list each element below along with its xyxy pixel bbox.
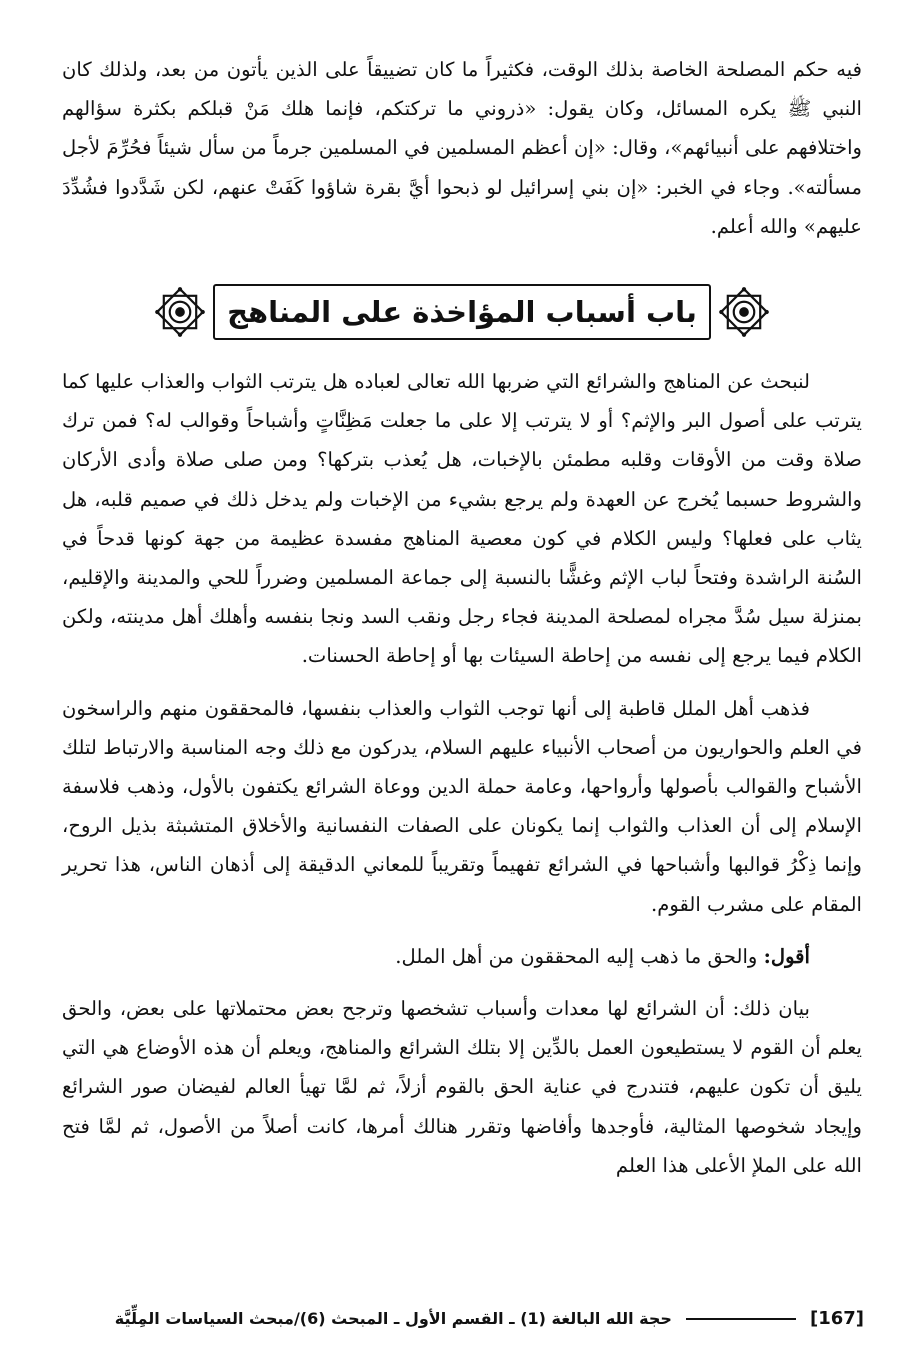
octagram-ornament-icon [717,285,771,339]
aqul-label: أقول: [763,944,810,968]
octagram-ornament-icon [153,285,207,339]
footer-rule [686,1318,796,1320]
aqul-paragraph [62,937,862,976]
page-number: [167] [809,1308,864,1329]
running-title: حجة الله البالغة (1) ـ القسم الأول ـ المبحث (6)/مبحث السياسات المِلِّيَّة [114,1309,672,1328]
page-footer [60,1308,864,1329]
body-text [62,362,862,1185]
body-paragraph: فذهب أهل الملل قاطبة إلى أنها توجب الثواب والعذاب بنفسها، فالمحققون منهم والراسخون في العلم والحواريون من أصحاب الأنبياء عليهم السلام، يدركون مع ذلك وجه المناسبة والارتباط لتلك الأشباح والقوالب بأصولها وأرواحها، وعامة حملة الدين ووعاة الشرائع يكتفون بالأول، وذهب فلاسفة الإسلام إلى أن العذاب والثواب إنما يكونان على الصفات النفسانية والأخلاق المتشبثة بذيل الروح، وإنما ذِكْرُ قوالبها وأشباحها في الشرائع تفهيماً وتقريباً للمعاني الدقيقة إلى أذهان الناس، هذا تحرير المقام على مشرب القوم. [62,696,862,916]
chapter-title: باب أسباب المؤاخذة على المناهج [213,284,711,340]
intro-paragraph: فيه حكم المصلحة الخاصة بذلك الوقت، فكثيراً ما كان تضييقاً على الذين يأتون من بعد، ولذلك كان النبي ﷺ يكره المسائل، وكان يقول: «ذروني ما تركتكم، فإنما هلك مَنْ قبلكم بكثرة سؤالهم واختلافهم على أنبيائهم»، وقال: «إن أعظم المسلمين في المسلمين جرماً من سأل شيئاً فحُرِّمَ لأجل مسألته». وجاء في الخبر: «إن بني إسرائيل لو ذبحوا أيَّ بقرة شاؤوا كَفَتْ عنهم، لكن شَدَّدوا فشُدِّدَ عليهم» والله أعلم. [62,58,862,238]
aqul-text: والحق ما ذهب إليه المحققون من أهل الملل. [395,944,758,968]
chapter-heading [0,284,924,340]
body-paragraph: لنبحث عن المناهج والشرائع التي ضربها الله تعالى لعباده هل يترتب الثواب والعذاب عليها كما يترتب على أصول البر والإثم؟ أو لا يترتب إلا على ما جعلت مَظِنَّاتٍ وأشباحاً وقوالب له؟ فمن ترك صلاة وقت من الأوقات وقلبه مطمئن بالإخبات، هل يُعذب بتركها؟ ومن صلى صلاة وأدى الأركان والشروط حسبما يُخرج عن العهدة ولم يرجع بشيء من الإخبات ولم يدخل ذلك في صميم قلبه، هل يثاب على فعلها؟ وليس الكلام في كون معصية المناهج مفسدة عظيمة من جهة كونها قدحاً في السُنة الراشدة وفتحاً لباب الإثم وغشًّا بالنسبة إلى جماعة المسلمين وضرراً للحي والمدينة والإقليم، بمنزلة سيل سُدَّ مجراه لمصلحة المدينة فجاء رجل ونقب السد ونجا بنفسه وأهلك أهل مدينته، ولكن الكلام فيما يرجع إلى نفسه من إحاطة السيئات بها أو إحاطة الحسنات. [62,370,862,668]
intro-text [62,50,862,246]
body-paragraph: بيان ذلك: أن الشرائع لها معدات وأسباب تشخصها وترجح بعض محتملاتها على بعض، والحق يعلم أن القوم لا يستطيعون العمل بالدِّين إلا بتلك الشرائع والمناهج، ويعلم أن هذه الأوضاع هي التي يليق أن تكون عليهم، فتندرج في عناية الحق بالقوم أزلاً، ثم لمَّا تهيأ العالم لفيضان صور الشرائع وإيجاد شخوصها المثالية، فأوجدها وأفاضها وتقرر هنالك أمرها، كانت أصلاً من الأصول، ثم لمَّا فتح الله على الملإ الأعلى هذا العلم [62,997,862,1177]
